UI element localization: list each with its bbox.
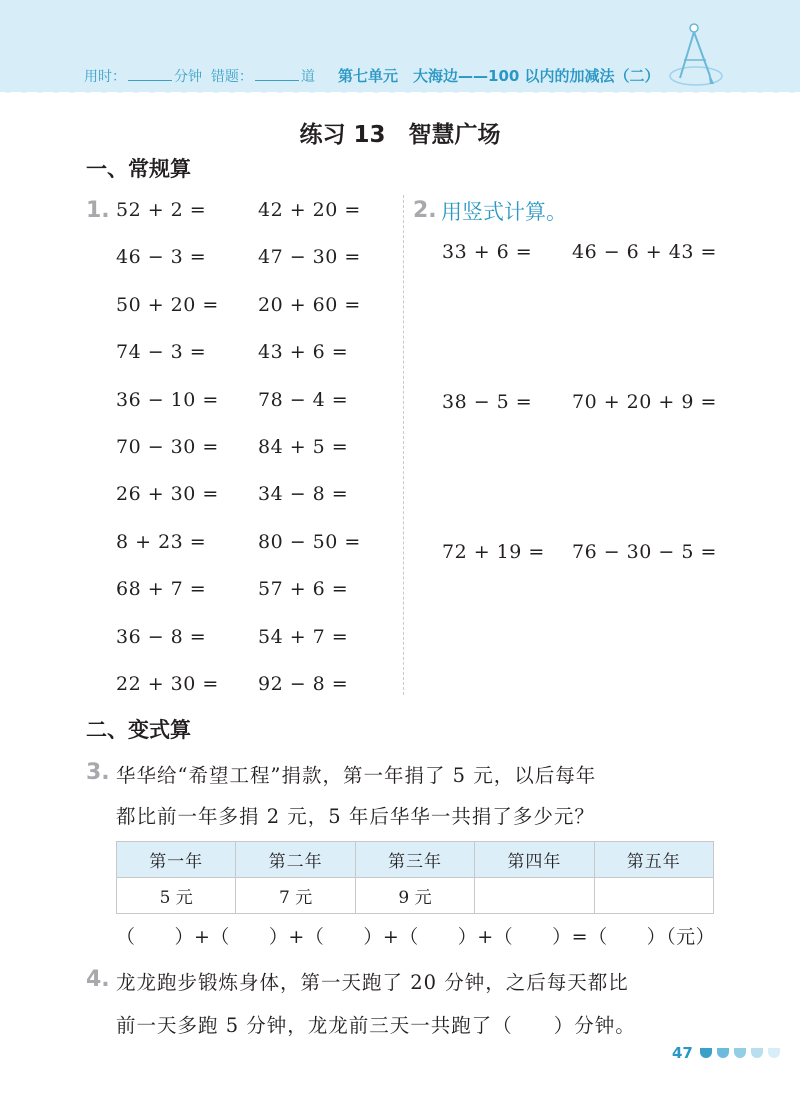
vertical-calc-item: 70 + 20 + 9 = (572, 391, 717, 413)
section-1-heading: 一、常规算 (86, 157, 191, 181)
arithmetic-item: 34 − 8 = (258, 483, 349, 506)
question-2-title: 用竖式计算。 (441, 200, 567, 224)
question-2-number: 2. (413, 198, 437, 223)
column-divider (403, 195, 404, 695)
errors-label: 错题： (210, 69, 253, 85)
section-2-heading: 二、变式算 (86, 718, 191, 742)
arithmetic-item: 80 − 50 = (258, 530, 361, 553)
table-cell: 7 元 (236, 878, 355, 914)
page-title: 练习 13 智慧广场 (299, 122, 501, 148)
table-header-cell: 第三年 (355, 842, 474, 878)
header-time-errors (84, 66, 315, 86)
arithmetic-item: 20 + 60 = (258, 293, 361, 316)
arithmetic-item: 70 − 30 = (116, 436, 219, 458)
table-cell: 5 元 (117, 878, 236, 914)
question-4-line-2: 前一天多跑 5 分钟，龙龙前三天一共跑了（ ）分钟。 (116, 1014, 636, 1037)
time-unit: 分钟 (174, 69, 202, 85)
arithmetic-item: 54 + 7 = (258, 625, 349, 648)
donation-table (116, 841, 714, 914)
arithmetic-item: 57 + 6 = (258, 578, 349, 601)
question-3-line-2: 都比前一年多捐 2 元，5 年后华华一共捐了多少元？ (116, 805, 595, 828)
question-1-number: 1. (86, 198, 110, 223)
arithmetic-item: 52 + 2 = (116, 199, 207, 221)
vertical-calc-item: 76 − 30 − 5 = (572, 541, 717, 563)
table-cell-blank[interactable] (475, 878, 594, 914)
errors-unit: 道 (300, 69, 315, 85)
unit-title: 第七单元 大海边——100 以内的加减法（二） (338, 67, 660, 85)
table-cell: 9 元 (355, 878, 474, 914)
question-4-number: 4. (86, 967, 110, 992)
vertical-calc-item: 33 + 6 = (442, 241, 533, 263)
arithmetic-item: 26 + 30 = (116, 483, 219, 506)
table-header-cell: 第五年 (594, 842, 713, 878)
table-row (117, 878, 714, 914)
page-number: 47 (672, 1044, 693, 1062)
question-3-line-1: 华华给“希望工程”捐款，第一年捐了 5 元，以后每年 (116, 764, 597, 787)
arithmetic-item: 8 + 23 = (116, 530, 207, 553)
progress-drop-icon (751, 1048, 763, 1058)
arithmetic-item: 36 − 10 = (116, 388, 219, 411)
compass-icon (664, 20, 726, 90)
arithmetic-item: 78 − 4 = (258, 388, 349, 411)
time-label: 用时： (84, 69, 126, 85)
progress-drop-icon (700, 1048, 712, 1058)
arithmetic-item: 92 − 8 = (258, 673, 349, 695)
table-header-row (117, 842, 714, 878)
arithmetic-item: 36 − 8 = (116, 625, 207, 648)
progress-drop-icon (717, 1048, 729, 1058)
table-header-cell: 第一年 (117, 842, 236, 878)
arithmetic-item: 68 + 7 = (116, 578, 207, 601)
arithmetic-item: 43 + 6 = (258, 341, 349, 364)
table-cell-blank[interactable] (594, 878, 713, 914)
progress-drop-icon (734, 1048, 746, 1058)
arithmetic-item: 22 + 30 = (116, 673, 219, 695)
time-blank[interactable] (128, 68, 172, 81)
question-3-equation[interactable]: （ ）+（ ）+（ ）+（ ）+（ ）=（ ）（元） (116, 926, 716, 948)
arithmetic-item: 47 − 30 = (258, 246, 361, 269)
errors-blank[interactable] (255, 68, 299, 81)
progress-drop-icon (768, 1048, 780, 1058)
table-header-cell: 第四年 (475, 842, 594, 878)
arithmetic-item: 46 − 3 = (116, 246, 207, 269)
vertical-calc-item: 72 + 19 = (442, 541, 545, 563)
arithmetic-item: 74 − 3 = (116, 341, 207, 364)
arithmetic-item: 42 + 20 = (258, 199, 361, 221)
arithmetic-item: 84 + 5 = (258, 436, 349, 458)
vertical-calc-item: 38 − 5 = (442, 391, 533, 413)
table-header-cell: 第二年 (236, 842, 355, 878)
question-4-line-1: 龙龙跑步锻炼身体，第一天跑了 20 分钟，之后每天都比 (116, 971, 629, 994)
vertical-calc-item: 46 − 6 + 43 = (572, 241, 717, 263)
arithmetic-item: 50 + 20 = (116, 293, 219, 316)
question-3-number: 3. (86, 760, 110, 785)
